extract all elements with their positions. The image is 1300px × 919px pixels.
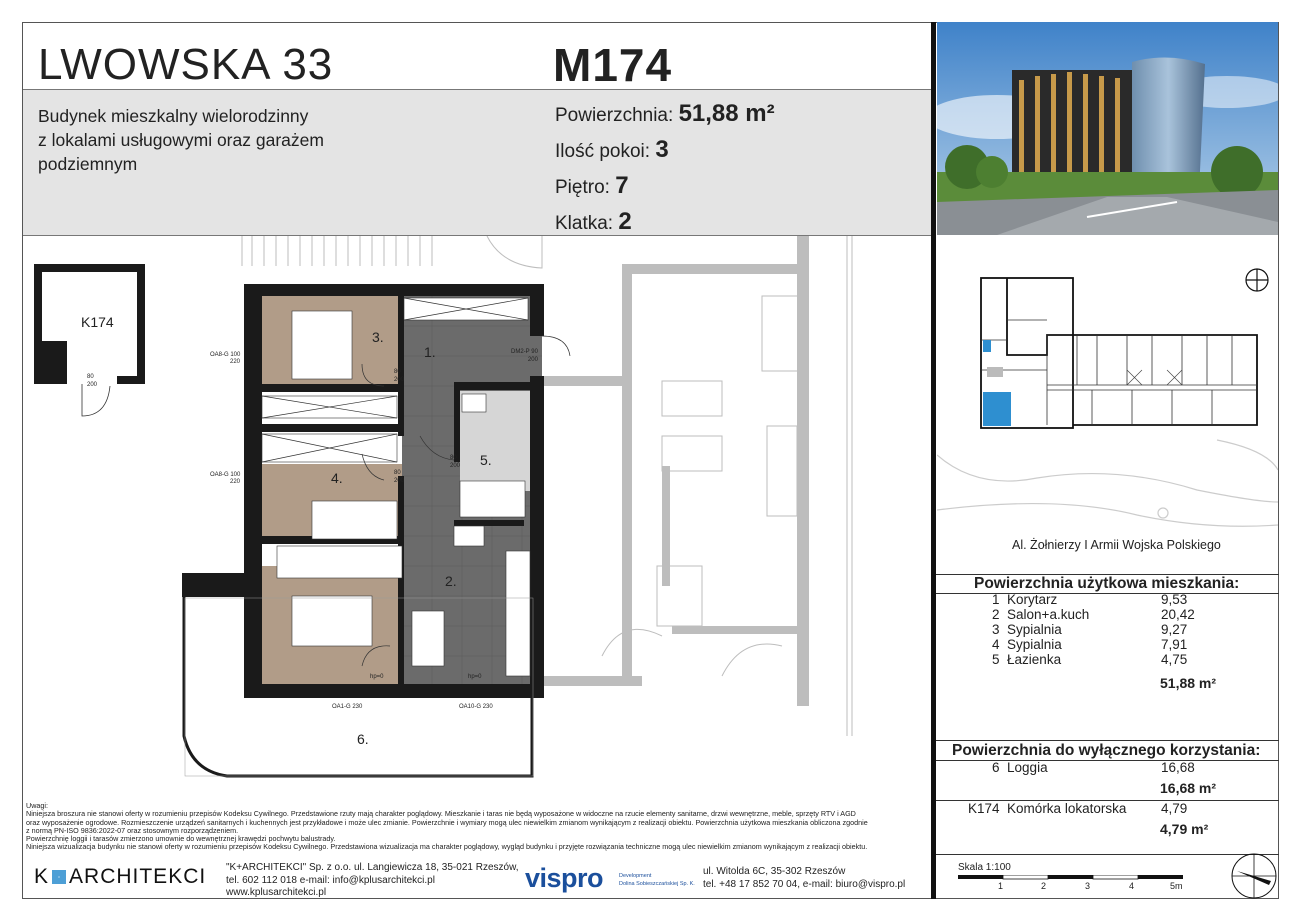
stat-staircase: Klatka: 2	[555, 208, 632, 235]
window-spec: OA8-G 100 220	[210, 472, 241, 485]
divider	[936, 740, 1279, 741]
area-row: 6 Loggia	[992, 760, 1048, 775]
exclusive-area-title: Powierzchnia do wyłącznego korzystania:	[952, 742, 1261, 759]
divider	[936, 854, 1279, 855]
scale-tick: 5m	[1170, 881, 1183, 891]
window-spec: OA8-G 100 220	[210, 352, 241, 365]
area-value: 7,91	[1161, 637, 1188, 652]
area-value: 16,68	[1161, 760, 1195, 775]
apartment-number: M174	[553, 39, 673, 91]
room-label: 2.	[445, 573, 457, 589]
door-spec: 80 200	[394, 369, 405, 383]
storage-label: K174	[81, 314, 114, 330]
description-line: z lokalami usługowymi oraz garażem	[38, 130, 324, 150]
stat-rooms: Ilość pokoi: 3	[555, 136, 669, 163]
room-label: 6.	[357, 731, 369, 747]
threshold-spec: hp=0	[468, 674, 482, 680]
building-visualization	[937, 22, 1278, 235]
door-spec: 80 200	[450, 455, 461, 469]
room-label: 5.	[480, 452, 492, 468]
scale-tick: 4	[1129, 881, 1135, 891]
area-row: 4 Sypialnia	[992, 637, 1062, 652]
site-plan	[937, 240, 1278, 570]
storage-total: 4,79 m²	[1160, 821, 1209, 837]
area-row: 2 Salon+a.kuch	[992, 607, 1090, 622]
loggia-total: 16,68 m²	[1160, 780, 1217, 796]
area-value: 9,53	[1161, 592, 1188, 607]
architect-contact: "K+ARCHITEKCI" Sp. z o.o. ul. Langiewicza 18, 35-021 Rzeszów, tel. 602 112 018 e-mail: info@kplusarchitekci.pl www.kplusarchitekci.pl	[226, 862, 519, 898]
architect-logo: K ARCHITEKCI	[34, 865, 207, 888]
door-spec: DM2-P 90 200	[511, 349, 538, 363]
disclaimer: Uwagi: Niniejsza broszura nie stanowi oferty w rozumieniu przepisów Kodeksu Cywilnego. Przedstawione rzuty mają charakter poglądowy. Mieszkanie i taras nie będą wyposażone w widoczne na rzucie elementy sanitarne, drzwi wewnętrzne, meble, sprzęty RTV i AGD oraz wyposażenie ogrodowe. Rozmieszczenie urządzeń sanitarnych i kuchennych jest przykładowe i może ulec zmianie. Powierzchnie i wymiary mogą ulec niewielkim zmianom wynikającym z realizacji obiektu. Powierzchnia użytkowa mieszkania obliczona zgodnie z normą PN-ISO 9836:2022-07 oraz stosownym rozporządzeniem. Powierzchnię loggii i tarasów zmierzono umownie do wewnętrznej krawędzi pochwytu balustrady. Niniejsza wizualizacja budynku nie stanowi oferty w rozumieniu przepisów Kodeksu Cywilnego. Przedstawiona wizualizacja ma charakter poglądowy, wygląd budynku i przyjęte rozwiązania techniczne mogą ulec niewielkim zmianom wynikającym z realizacji obiektu.	[26, 801, 868, 852]
usable-area-title: Powierzchnia użytkowa mieszkania:	[974, 575, 1240, 592]
north-arrow-icon	[1246, 269, 1268, 291]
stat-area: Powierzchnia: 51,88 m²	[555, 100, 775, 127]
vispro-subtitle: Development Dolina Sobieszczańskiej Sp. K.	[619, 873, 695, 887]
room-label: 1.	[424, 344, 436, 360]
area-row: 3 Sypialnia	[992, 622, 1062, 637]
scale-bar	[958, 875, 1188, 885]
project-title: LWOWSKA 33	[38, 40, 334, 89]
scale-tick: 2	[1041, 881, 1047, 891]
divider	[936, 760, 1279, 761]
door-spec: 80 200	[394, 470, 405, 484]
north-arrow-icon	[1229, 851, 1279, 901]
room-label: 4.	[331, 470, 343, 486]
threshold-spec: hp=0	[370, 674, 384, 680]
area-row: 5 Łazienka	[992, 652, 1062, 667]
area-value: 4,75	[1161, 652, 1188, 667]
window-spec: OA1-G 230	[332, 704, 363, 710]
divider	[936, 593, 1279, 594]
street-name: Al. Żołnierzy I Armii Wojska Polskiego	[1012, 538, 1221, 552]
area-value: 4,79	[1161, 801, 1188, 816]
window-spec: OA10-G 230	[459, 704, 493, 710]
room-label: 3.	[372, 329, 384, 345]
description-line: podziemnym	[38, 154, 138, 174]
vispro-logo: vispro	[525, 863, 604, 893]
area-row: 1 Korytarz	[992, 592, 1058, 607]
area-value: 20,42	[1161, 607, 1195, 622]
developer-contact: ul. Witolda 6C, 35-302 Rzeszów tel. +48 17 852 70 04, e-mail: biuro@vispro.pl	[703, 866, 906, 890]
scale-tick: 3	[1085, 881, 1091, 891]
area-row: K174 Komórka lokatorska	[968, 801, 1127, 816]
floor-plan	[22, 236, 932, 796]
plus-logo-icon	[52, 870, 66, 884]
description-line: Budynek mieszkalny wielorodzinny	[38, 106, 309, 126]
area-value: 9,27	[1161, 622, 1188, 637]
stat-floor: Piętro: 7	[555, 172, 629, 199]
scale-tick: 1	[998, 881, 1004, 891]
scale-title: Skala 1:100	[958, 862, 1011, 873]
door-spec: 80 200	[87, 374, 98, 388]
usable-area-total: 51,88 m²	[1160, 675, 1217, 691]
